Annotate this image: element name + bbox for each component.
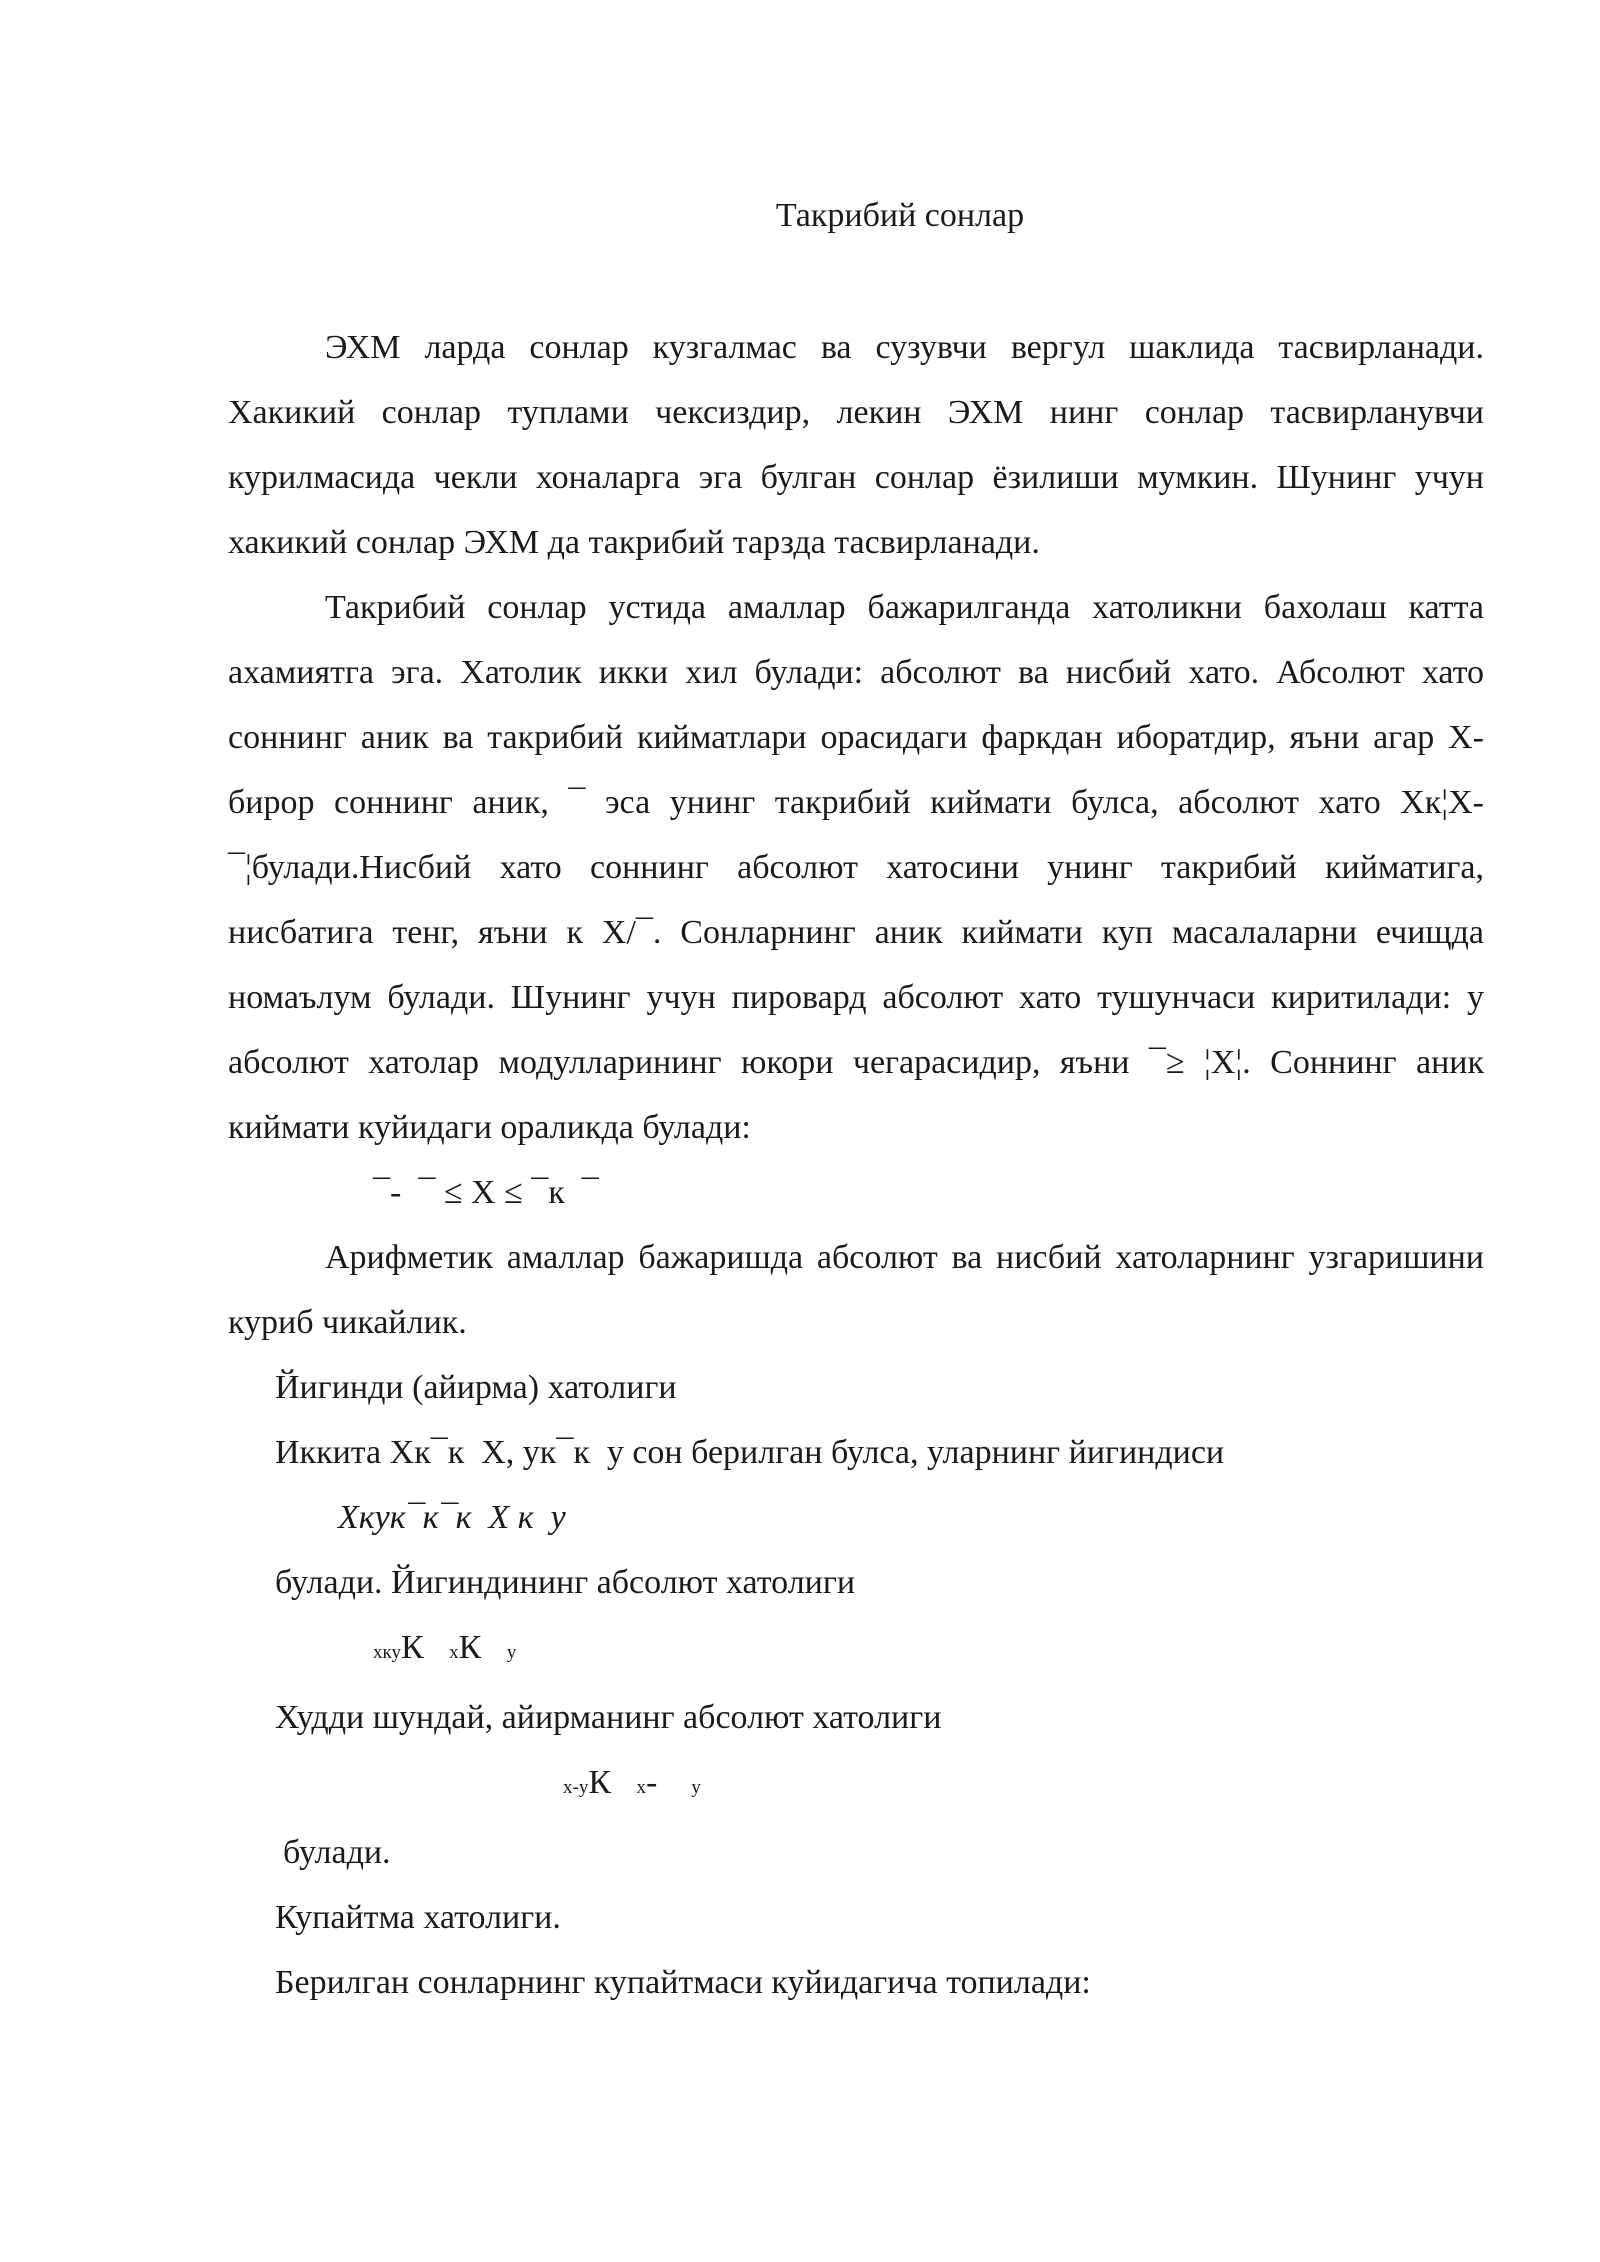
diff-abs-error-text: Худди шундай, айирманинг абсолют хатолиги	[275, 1699, 942, 1736]
document-body	[228, 315, 1484, 2015]
sum-abs-error-formula	[228, 1615, 1484, 1685]
formula-subscript: х	[636, 1777, 647, 1798]
inequality-formula: ¯- ¯ ≤ X ≤ ¯к ¯	[373, 1174, 599, 1211]
product-heading: Купайтма хатолиги.	[275, 1899, 561, 1936]
paragraph-3: Арифметик амаллар бажаришда абсолют ва нисбий хатоларнинг узгаришини куриб чикайлик.	[228, 1239, 1484, 1341]
sum-given-text: Иккита Xк¯к X, ук¯к у сон берилган булса, уларнинг йигиндиси	[275, 1434, 1225, 1471]
sum-heading: Йигинди (айирма) хатолиги	[275, 1369, 677, 1406]
formula-subscript: х	[449, 1642, 459, 1663]
formula-subscript: хку	[373, 1642, 401, 1663]
formula-subscript: х-у	[563, 1777, 589, 1798]
formula-symbol: К	[588, 1764, 612, 1801]
formula-symbol: -	[646, 1764, 658, 1801]
product-text: Берилган сонларнинг купайтмаси куйидагича топилади:	[275, 1964, 1091, 2001]
buladi-text: булади.	[283, 1834, 391, 1871]
page-title: Такрибий сонлар	[775, 197, 1025, 234]
paragraph-2: Такрибий сонлар устида амаллар бажарилганда хатоликни бахолаш катта ахамиятга эга. Хатолик икки хил булади: абсолют ва нисбий хато. Абсолют хато соннинг аник ва такрибий кийматлари орасидаги фаркдан иборатдир, яъни агар X-бирор соннинг аник, ¯ эса унинг такрибий киймати булса, абсолют хато Xк¦X-¯¦булади.Нисбий хато соннинг абсолют хатосини унинг такрибий кийматига, нисбатига тенг, яъни к X/¯. Сонларнинг аник киймати куп масалаларни ечищда номаълум булади. Шунинг учун пировард абсолют хато тушунчаси киритилади: у абсолют хатолар модулларининг юкори чегарасидир, яъни ¯≥ ¦X¦. Соннинг аник киймати куйидаги ораликда булади:	[228, 589, 1484, 1146]
formula-subscript: у	[506, 1642, 517, 1663]
sum-formula: Xкук¯к¯к X к у	[338, 1499, 566, 1536]
formula-symbol: К	[400, 1629, 424, 1666]
formula-symbol: К	[458, 1629, 482, 1666]
paragraph-1: ЭХМ ларда сонлар кузгалмас ва сузувчи вергул шаклида тасвирланади. Хакикий сонлар туплами чексиздир, лекин ЭХМ нинг сонлар тасвирланувчи курилмасида чекли хоналарга эга булган сонлар ёзилиши мумкин. Шунинг учун хакикий сонлар ЭХМ да такрибий тарзда тасвирланади.	[228, 329, 1484, 561]
sum-abs-error-text: булади. Йигиндининг абсолют хатолиги	[275, 1564, 856, 1601]
formula-subscript: у	[691, 1777, 701, 1798]
diff-abs-error-formula	[228, 1750, 1484, 1820]
